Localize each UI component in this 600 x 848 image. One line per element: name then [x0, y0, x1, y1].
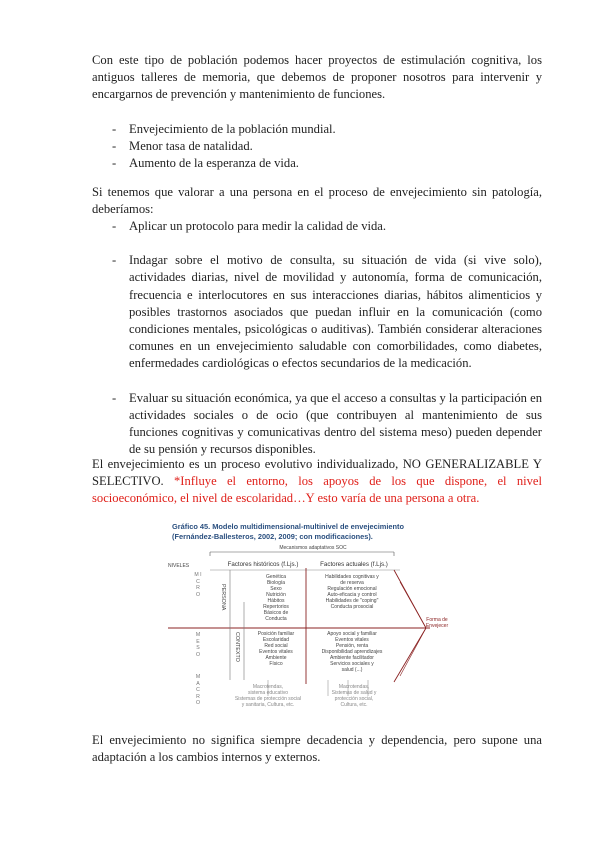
list-item: Auto-eficacia y control — [327, 592, 377, 598]
list-item: - Envejecimiento de la población mundial. — [112, 121, 542, 138]
list-item: Sexo — [270, 586, 282, 592]
macro-level-label: M A C R O — [195, 674, 201, 707]
evolutivo-paragraph — [92, 456, 542, 508]
list-item: Hábitos — [267, 598, 285, 604]
list-item: protección social, — [334, 696, 374, 702]
evolutivo-text: El envejecimiento es un proceso evolutivo individualizado, NO GENERALIZABLE Y SELECTIVO. — [92, 457, 542, 489]
contexto-label: CONTEXTO — [234, 632, 240, 662]
list-item: Nutrición — [266, 592, 286, 598]
list-item: Pensión, renta — [335, 643, 369, 649]
list-item: Físico — [269, 661, 283, 667]
aging-model-figure — [168, 522, 454, 710]
historical-factors-header: Factores históricos (f.Ljs.) — [227, 561, 299, 568]
list-item: Genética — [265, 574, 286, 580]
list-item: - Menor tasa de natalidad. — [112, 138, 542, 155]
persona-label: PERSONA — [220, 584, 226, 611]
list-item: Ambiente facilitador — [330, 655, 374, 661]
list-item: y sanitaria, Cultura, etc. — [241, 702, 295, 708]
list-item: - Aumento de la esperanza de vida. — [112, 155, 542, 172]
list-item: Regulación emocional — [327, 586, 377, 592]
figure-title: Gráfico 45. Modelo multidimensional-multinivel de envejecimiento — [172, 522, 405, 531]
historical-meso-factors — [248, 631, 304, 667]
list-item: Cultura, etc. — [340, 702, 368, 708]
list-item: Macrotendas, — [252, 684, 284, 690]
outcome-label — [420, 617, 454, 629]
list-item: Habilidades cognitivas y — [325, 574, 379, 580]
list-item: Posición familiar — [257, 631, 295, 637]
list-item: Servicios sociales y — [330, 661, 374, 667]
list-item: Ambiente — [265, 655, 287, 661]
soc-mechanisms-label: Mecanismos adaptativos SOC — [279, 545, 347, 551]
current-meso-factors — [310, 631, 394, 673]
current-micro-factors — [310, 574, 394, 610]
list-item: - Indagar sobre el motivo de consulta, su situación de vida (si vive solo), actividades diarias, nivel de movilidad y autonomía, forma de comunicación, frecuencia e interlocutores en sus interacciones diarias, hábitos alimenticios y posibles trastornos asociados que puedan influir en la comunicación (como condiciones mentales, psicológicas o auditivas). También considerar alteraciones comunes en un envejecimiento saludable con comorbilidades, como diabetes, enfermedades cardiológicas o efectos secundarios de la medicación. — [112, 252, 542, 372]
historical-macro-factors — [232, 684, 304, 708]
closing-paragraph: El envejecimiento no significa siempre decadencia y dependencia, pero supone una adaptación a los cambios internos y externos. — [92, 733, 542, 765]
list-item: Macrotendas, — [338, 684, 370, 690]
meso-level-label: M E S O — [195, 632, 201, 658]
assess-paragraph: Si tenemos que valorar a una persona en el proceso de envejecimiento sin patología, deberíamos: — [92, 185, 542, 217]
list-item: Repertorios — [263, 604, 289, 610]
list-item: Básicos de — [263, 610, 289, 616]
list-item: Conducta prosocial — [330, 604, 374, 610]
list-item: Biología — [266, 580, 286, 586]
outcome-line: Envejecer — [425, 623, 449, 629]
list-item: Eventos vitales — [335, 637, 369, 643]
list-item: Escolaridad — [262, 637, 290, 643]
micro-level-label: M I C R O — [194, 572, 202, 598]
assess-list — [112, 218, 542, 458]
list-item: salud (...) — [341, 667, 363, 673]
list-item: Disponibilidad aprendizajes — [321, 649, 383, 655]
current-macro-factors — [314, 684, 394, 708]
causes-list — [112, 121, 542, 173]
intro-paragraph: Con este tipo de población podemos hacer proyectos de estimulación cognitiva, los antiguos talleres de memoria, que debemos de proponer nosotros para intervenir y encargarnos de prevención y mantenimiento de funciones. — [92, 53, 542, 102]
historical-micro-factors — [248, 574, 304, 622]
list-item: Eventos vitales — [259, 649, 293, 655]
list-item: Habilidades de "coping" — [325, 598, 379, 604]
outcome-line: Forma de — [426, 617, 448, 623]
list-item: sistema educativo — [247, 690, 289, 696]
list-item: Sistemas de protección social — [234, 696, 302, 702]
list-item: de reserva — [340, 580, 364, 586]
list-item: Sistemas de salud y — [331, 690, 377, 696]
current-factors-header: Factores actuales (f.Ljs.) — [320, 561, 388, 568]
list-item: Conducta — [265, 616, 287, 622]
list-item: Red social — [264, 643, 288, 649]
list-item: Apoyo social y familiar — [327, 631, 377, 637]
list-item: - Evaluar su situación económica, ya que el acceso a consultas y la participación en actividades sociales o de ocio (que contribuyen al mantenimiento de sus funciones cognitivas y comunicativas dentro del sistema meso) pueden depender de su pensión y recursos disponibles. — [112, 390, 542, 459]
evolutivo-note: *Influye el entorno, los apoyos de los que dispone, el nivel socioeconómico, el nivel de escolaridad…Y esto varía de una persona a otra. — [92, 474, 542, 506]
levels-label: NIVELES — [168, 563, 190, 569]
list-item: - Aplicar un protocolo para medir la calidad de vida. — [112, 218, 542, 235]
figure-subtitle: (Fernández-Ballesteros, 2002, 2009; con modificaciones). — [172, 532, 373, 541]
